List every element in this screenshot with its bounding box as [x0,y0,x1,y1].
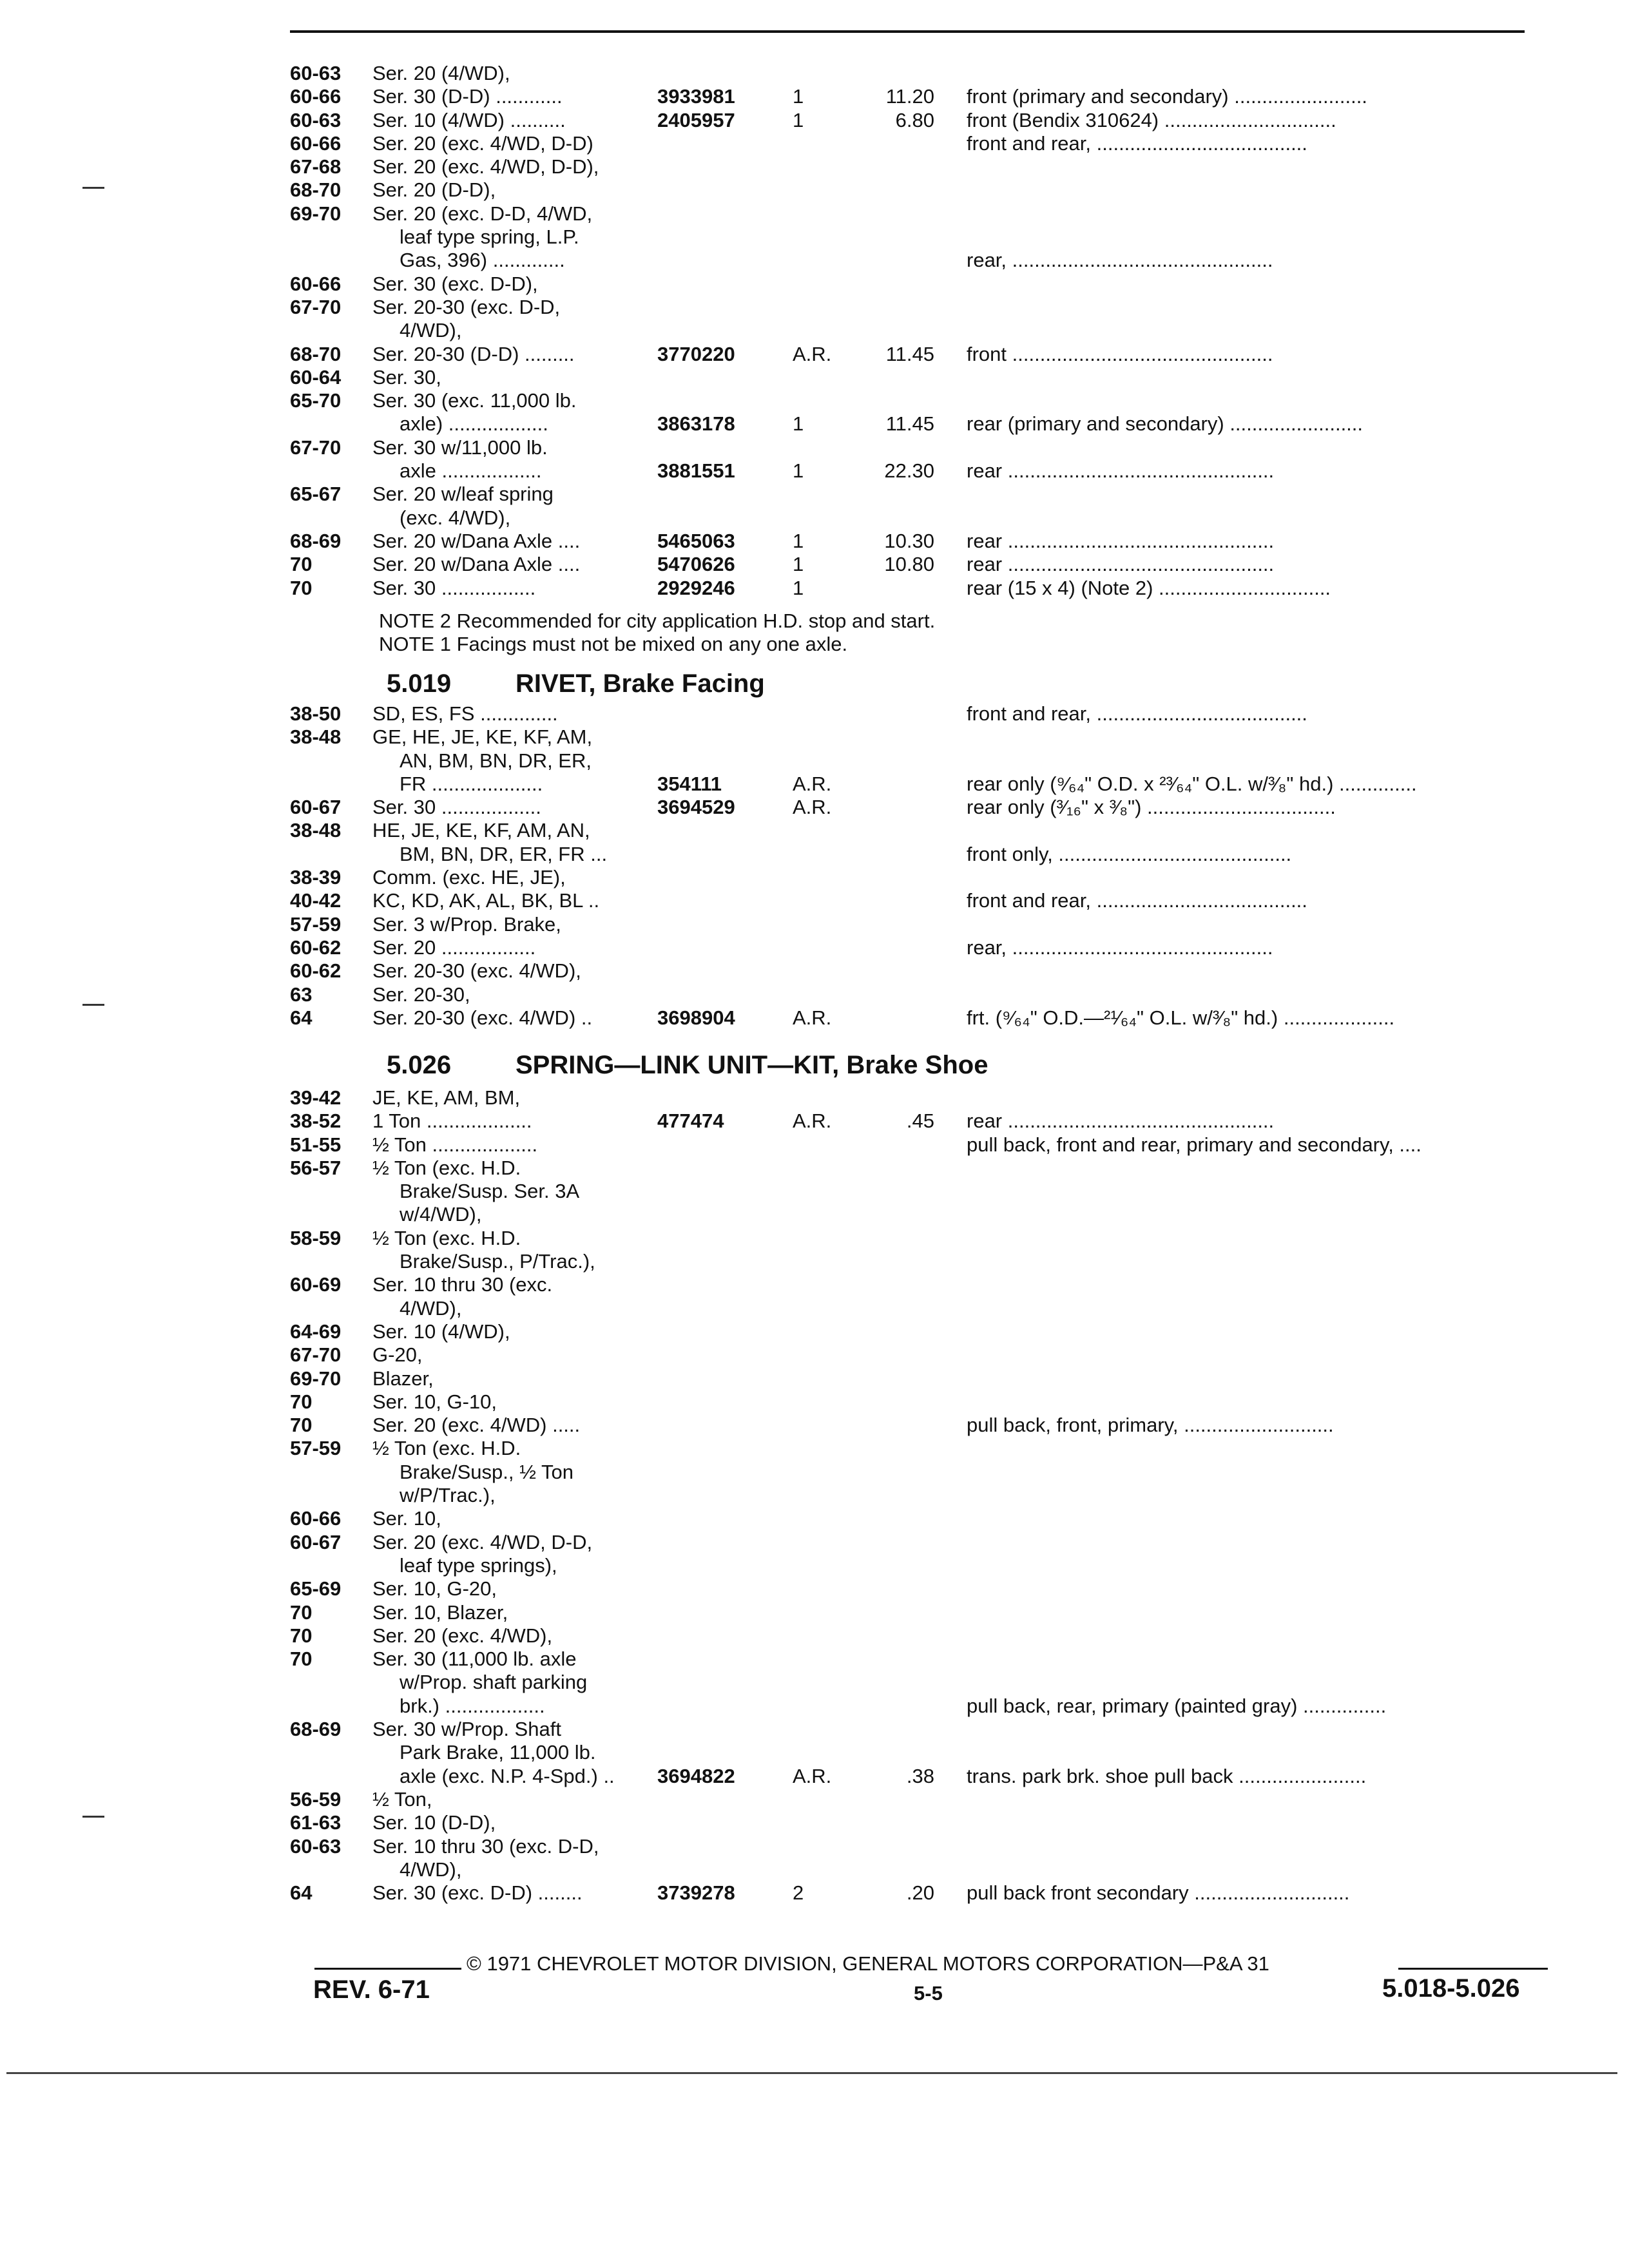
row-years: 64 [290,1881,313,1905]
row-years: 60-66 [290,1507,342,1530]
row-model: Ser. 20-30 (exc. 4/WD), [372,959,581,983]
table-row [290,1086,1545,1110]
table-row [290,1437,1545,1460]
row-model: w/4/WD), [400,1203,482,1226]
row-years: 67-68 [290,155,342,178]
table-row [290,726,1545,749]
quantity: A.R. [793,796,832,819]
row-years: 70 [290,1624,313,1647]
row-years: 60-69 [290,1273,342,1296]
row-years: 69-70 [290,1367,342,1390]
row-model: Ser. 20 w/Dana Axle .... [372,553,581,576]
table-row [290,1741,1545,1764]
table-row [290,1531,1545,1554]
row-model: Ser. 30, [372,365,441,389]
row-model: 4/WD), [400,1858,462,1881]
table-row [290,936,1545,959]
table-row [290,389,1545,412]
row-model: Ser. 20 (exc. 4/WD, D-D, [372,1530,593,1553]
section-5019-table [290,702,1545,1030]
row-years: 60-66 [290,272,342,295]
table-row [290,1227,1545,1250]
row-years: 60-67 [290,1530,342,1553]
row-years: 38-39 [290,866,342,889]
row-years: 60-66 [290,131,342,155]
row-model: Ser. 20-30 (exc. 4/WD) .. [372,1006,593,1029]
price: .38 [906,1764,934,1787]
price: 11.45 [885,412,934,436]
row-years: 70 [290,1390,313,1413]
quantity: A.R. [793,1006,832,1029]
row-years: 67-70 [290,1343,342,1367]
quantity: 2 [793,1881,804,1905]
margin-mark [82,1004,104,1006]
part-number: 3694529 [657,796,735,819]
row-years: 68-69 [290,529,342,552]
row-model: Park Brake, 11,000 lb. [400,1741,596,1764]
quantity: 1 [793,412,804,436]
section-5026-table [290,1086,1545,1905]
part-number: 354111 [657,772,722,795]
row-model: Ser. 20-30, [372,983,470,1006]
row-years: 60-63 [290,1834,342,1858]
quantity: A.R. [793,1764,832,1787]
footer-copyright: © 1971 CHEVROLET MOTOR DIVISION, GENERAL MOTORS CORPORATION—P&A 31 [467,1952,1269,1975]
bottom-rule [6,2072,1617,2074]
row-years: 60-63 [290,108,342,131]
table-row [290,412,1545,436]
table-row [290,1297,1545,1320]
row-model: Ser. 3 w/Prop. Brake, [372,912,561,936]
table-row [290,226,1545,249]
remarks: pull back, rear, primary (painted gray) ............... [967,1694,1387,1717]
table-row [290,155,1545,178]
part-number: 3694822 [657,1764,735,1787]
remarks: rear ................................................ [967,459,1275,483]
price: 10.30 [884,529,934,552]
row-model: 4/WD), [400,1296,462,1320]
section-title: SPRING—LINK UNIT—KIT, Brake Shoe [516,1051,988,1079]
margin-mark [82,1816,104,1818]
row-years: 65-67 [290,483,342,506]
row-model: Ser. 20 (exc. 4/WD, D-D) [372,131,593,155]
quantity: A.R. [793,1110,832,1133]
row-years: 60-62 [290,936,342,959]
table-row [290,577,1545,600]
note-2: NOTE 2 Recommended for city application H.D. stop and start. [379,610,936,632]
row-model: w/P/Trac.), [400,1484,496,1507]
table-row [290,506,1545,530]
row-years: 60-67 [290,796,342,819]
row-model: Ser. 20 w/leaf spring [372,483,554,506]
price: 11.20 [885,85,934,108]
part-number: 3933981 [657,85,735,108]
table-row [290,1203,1545,1226]
footer-rule-right [1398,1968,1548,1970]
table-row [290,1765,1545,1788]
table-row [290,1695,1545,1718]
table-row [290,436,1545,459]
row-model: axle .................. [400,459,542,483]
table-row [290,983,1545,1006]
row-model: Ser. 20 (exc. 4/WD, D-D), [372,155,599,178]
row-years: 38-52 [290,1110,342,1133]
price: .20 [906,1881,934,1905]
row-years: 56-59 [290,1787,342,1811]
section-number: 5.026 [387,1051,452,1079]
row-model: ½ Ton (exc. H.D. [372,1437,521,1460]
remarks: rear ................................................ [967,529,1275,552]
row-model: Ser. 20-30 (exc. D-D, [372,295,561,318]
table-row [290,109,1545,132]
row-model: Ser. 20 (4/WD), [372,62,510,84]
table-row [290,553,1545,576]
table-row [290,913,1545,936]
row-model: Ser. 20 (exc. D-D, 4/WD, [372,202,593,225]
row-years: 67-70 [290,295,342,318]
row-model: axle) .................. [400,412,548,436]
row-model: Ser. 30 ................. [372,576,536,599]
table-row [290,459,1545,483]
remarks: front (Bendix 310624) ............................... [967,108,1336,131]
table-row [290,1718,1545,1741]
row-years: 70 [290,1600,313,1624]
row-model: axle (exc. N.P. 4-Spd.) .. [400,1764,615,1787]
row-model: Ser. 10 (D-D), [372,1811,496,1834]
row-model: Ser. 20 (D-D), [372,178,496,202]
remarks: front and rear, ...................................... [967,702,1307,725]
table-row [290,1881,1545,1905]
row-years: 56-57 [290,1156,342,1179]
table-row [290,1343,1545,1367]
row-model: Ser. 20-30 (D-D) ......... [372,342,575,365]
table-row [290,889,1545,912]
table-row [290,1507,1545,1530]
table-row [290,530,1545,553]
part-number: 3863178 [657,412,735,436]
row-model: ½ Ton (exc. H.D. [372,1156,521,1179]
row-years: 65-70 [290,389,342,412]
remarks: frt. (⁹⁄₆₄" O.D.—²¹⁄₆₄" O.L. w/³⁄₈" hd.) .................... [967,1006,1395,1029]
row-years: 60-62 [290,959,342,983]
quantity: 1 [793,529,804,552]
table-row [290,1133,1545,1157]
row-model: Ser. 10, [372,1507,441,1530]
row-model: Ser. 10, G-20, [372,1577,497,1600]
section-number: 5.019 [387,669,452,698]
row-model: Ser. 30 (exc. D-D), [372,272,538,295]
table-row [290,1484,1545,1507]
row-model: Ser. 10 thru 30 (exc. [372,1273,553,1296]
row-years: 69-70 [290,202,342,225]
row-model: G-20, [372,1343,423,1367]
remarks: pull back front secondary ............................ [967,1881,1350,1905]
table-row [290,1461,1545,1484]
part-number: 5470626 [657,553,735,576]
table-row [290,819,1545,842]
price: .45 [906,1110,934,1133]
remarks: front and rear, ...................................... [967,131,1307,155]
remarks: rear, ............................................... [967,936,1273,959]
row-model: Brake/Susp. Ser. 3A [400,1180,580,1203]
row-years: 38-48 [290,726,342,749]
row-model: Blazer, [372,1367,434,1390]
row-model: Ser. 30 (11,000 lb. axle [372,1648,577,1671]
row-years: 38-50 [290,702,342,725]
row-years: 64 [290,1006,313,1029]
table-row [290,132,1545,155]
row-model: leaf type spring, L.P. [400,226,579,249]
footer-section-range: 5.018-5.026 [1382,1974,1520,2003]
row-years: 60-64 [290,365,342,389]
row-years: 64-69 [290,1320,342,1343]
row-years: 57-59 [290,1437,342,1460]
price: 6.80 [895,108,934,131]
table-row [290,1390,1545,1414]
footer-rule-left [314,1968,461,1970]
table-row [290,1648,1545,1671]
row-model: Ser. 10 (4/WD) .......... [372,108,566,131]
row-years: 51-55 [290,1133,342,1156]
table-row [290,62,1545,85]
row-model: brk.) .................. [400,1694,545,1717]
table-row [290,1367,1545,1390]
table-row [290,959,1545,983]
table-row [290,1110,1545,1133]
table-row [290,843,1545,866]
row-model: (exc. 4/WD), [400,506,511,529]
part-number: 2405957 [657,108,735,131]
row-model: Ser. 30 w/11,000 lb. [372,436,548,459]
row-model: Ser. 30 (D-D) ............ [372,85,563,108]
row-model: leaf type springs), [400,1553,557,1577]
table-row [290,866,1545,889]
row-years: 40-42 [290,889,342,912]
remarks: rear (primary and secondary) ........................ [967,412,1364,436]
table-row [290,796,1545,819]
table-row [290,85,1545,108]
table-row [290,366,1545,389]
row-model: Ser. 30 (exc. 11,000 lb. [372,389,577,412]
row-years: 68-70 [290,178,342,202]
margin-mark [82,187,104,189]
table-row [290,1320,1545,1343]
quantity: 1 [793,85,804,108]
row-years: 67-70 [290,436,342,459]
part-number: 3698904 [657,1006,735,1029]
table-row [290,1157,1545,1180]
row-model: Ser. 30 (exc. D-D) ........ [372,1881,583,1905]
row-model: Ser. 20 w/Dana Axle .... [372,529,581,552]
row-years: 58-59 [290,1226,342,1249]
table-row [290,1414,1545,1437]
remarks: front and rear, ...................................... [967,889,1307,912]
row-model: Ser. 10 (4/WD), [372,1320,510,1343]
row-years: 70 [290,1648,313,1671]
table-row [290,483,1545,506]
row-model: ½ Ton (exc. H.D. [372,1226,521,1249]
row-years: 57-59 [290,912,342,936]
remarks: trans. park brk. shoe pull back ....................... [967,1764,1367,1787]
row-model: Ser. 20 ................. [372,936,536,959]
row-years: 70 [290,1414,313,1437]
row-model: BM, BN, DR, ER, FR ... [400,842,608,865]
table-row [290,202,1545,226]
table-row [290,1180,1545,1203]
table-row [290,702,1545,726]
remarks: rear only (⁹⁄₆₄" O.D. x ²³⁄₆₄" O.L. w/³⁄₈" hd.) .............. [967,772,1417,795]
row-years: 70 [290,553,313,576]
table-row [290,1624,1545,1648]
row-model: Ser. 10, Blazer, [372,1600,508,1624]
quantity: A.R. [793,772,832,795]
top-rule [290,30,1525,33]
price: 22.30 [884,459,934,483]
part-number: 2929246 [657,576,735,599]
remarks: front only, .......................................... [967,842,1292,865]
row-years: 60-63 [290,62,342,84]
row-years: 60-66 [290,85,342,108]
part-number: 3739278 [657,1881,735,1905]
remarks: rear ................................................ [967,1110,1275,1133]
table-row [290,343,1545,366]
table-row [290,178,1545,202]
row-years: 61-63 [290,1811,342,1834]
row-years: 70 [290,576,313,599]
row-model: GE, HE, JE, KE, KF, AM, [372,726,593,749]
table-row [290,319,1545,342]
row-model: Ser. 20 (exc. 4/WD) ..... [372,1414,581,1437]
row-model: ½ Ton, [372,1787,432,1811]
quantity: 1 [793,108,804,131]
section-5019-heading [387,668,765,700]
table-row [290,1671,1545,1694]
table-row [290,1250,1545,1273]
table-row [290,273,1545,296]
quantity: 1 [793,576,804,599]
section-5018-table [290,62,1545,600]
price: 11.45 [885,342,934,365]
row-model: AN, BM, BN, DR, ER, [400,749,592,772]
row-model: 1 Ton ................... [372,1110,532,1133]
remarks: pull back, front, primary, ........................... [967,1414,1334,1437]
footer-page-number: 5-5 [914,1982,943,2004]
note-1: NOTE 1 Facings must not be mixed on any one axle. [379,633,848,656]
row-years: 68-70 [290,342,342,365]
footer-rev: REV. 6-71 [313,1975,430,2004]
notes [290,610,1545,657]
row-model: Brake/Susp., ½ Ton [400,1460,574,1483]
remarks: rear only (³⁄₁₆" x ³⁄₈") .................................. [967,796,1336,819]
row-model: SD, ES, FS .............. [372,702,558,725]
row-model: Gas, 396) ............. [400,249,565,272]
remarks: rear, ............................................... [967,249,1273,272]
row-model: 4/WD), [400,319,462,342]
table-row [290,1811,1545,1834]
remarks: pull back, front and rear, primary and secondary, .... [967,1133,1422,1156]
part-number: 5465063 [657,529,735,552]
row-model: Brake/Susp., P/Trac.), [400,1250,595,1273]
row-years: 38-48 [290,819,342,842]
section-title: RIVET, Brake Facing [516,669,765,698]
row-model: KC, KD, AK, AL, BK, BL .. [372,889,600,912]
table-row [290,773,1545,796]
row-years: 65-69 [290,1577,342,1600]
remarks: front (primary and secondary) ........................ [967,85,1367,108]
quantity: 1 [793,459,804,483]
remarks: rear ................................................ [967,553,1275,576]
table-row [290,296,1545,319]
table-row [290,1273,1545,1296]
row-years: 39-42 [290,1086,342,1109]
remarks: rear (15 x 4) (Note 2) ............................... [967,576,1331,599]
row-years: 63 [290,983,313,1006]
remarks: front ............................................... [967,342,1273,365]
part-number: 477474 [657,1110,724,1133]
section-5026-heading [387,1049,988,1081]
table-row [290,1577,1545,1600]
table-row [290,1554,1545,1577]
quantity: A.R. [793,342,832,365]
table-row [290,1858,1545,1881]
table-row [290,1006,1545,1030]
part-number: 3770220 [657,342,735,365]
table-row [290,1788,1545,1811]
row-model: Ser. 20 (exc. 4/WD), [372,1624,553,1647]
row-model: Comm. (exc. HE, JE), [372,866,566,889]
row-years: 68-69 [290,1718,342,1741]
row-model: w/Prop. shaft parking [400,1671,588,1694]
row-model: Ser. 10, G-10, [372,1390,497,1413]
row-model: FR .................... [400,772,543,795]
row-model: HE, JE, KE, KF, AM, AN, [372,819,590,842]
row-model: Ser. 10 thru 30 (exc. D-D, [372,1834,599,1858]
row-model: JE, KE, AM, BM, [372,1086,521,1109]
table-row [290,249,1545,272]
table-row [290,1835,1545,1858]
price: 10.80 [884,553,934,576]
row-model: Ser. 30 .................. [372,796,541,819]
table-row [290,1601,1545,1624]
quantity: 1 [793,553,804,576]
row-model: Ser. 30 w/Prop. Shaft [372,1718,561,1741]
part-number: 3881551 [657,459,735,483]
table-row [290,749,1545,773]
row-model: ½ Ton ................... [372,1133,538,1156]
